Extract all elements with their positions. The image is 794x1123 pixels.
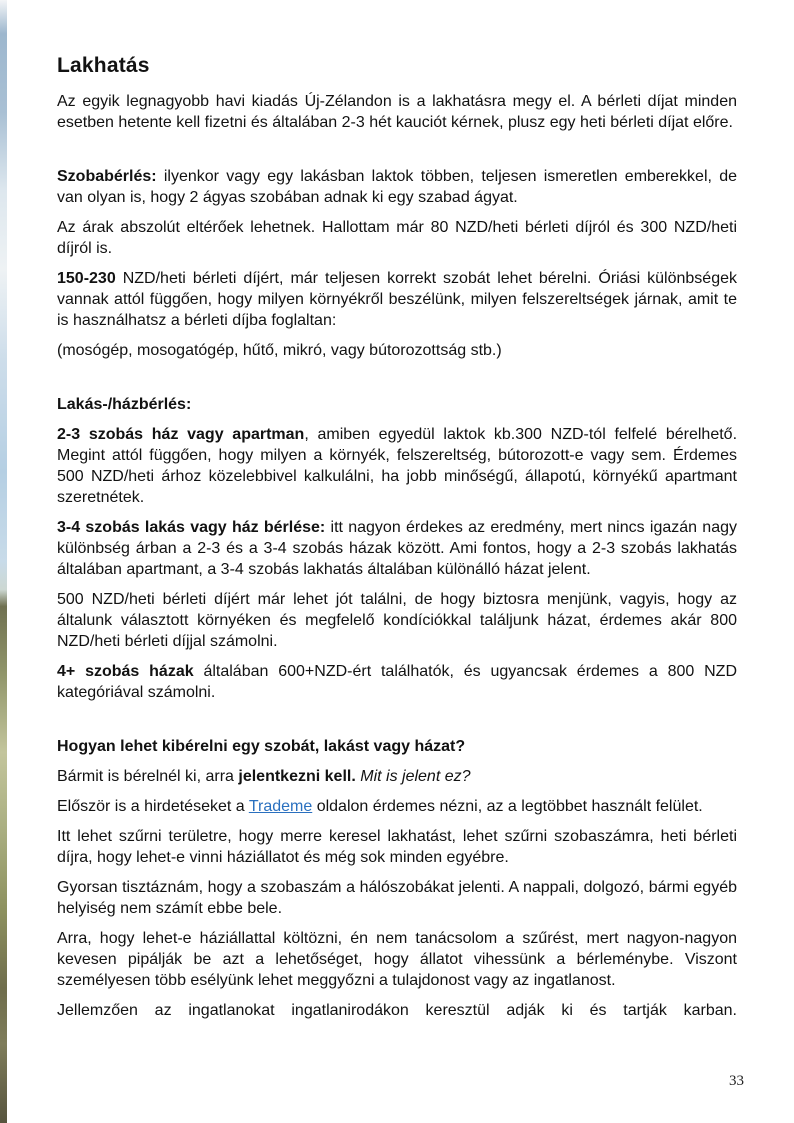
- text-segment: itt nagyon érdekes az eredmény, mert nincs igazán nagy különbség árban a 2-3 és a 3-4 szobás házak között. Ami fontos, hogy a 2-3 szobás lakhatás általában apartmant, a 3-4 szobás lakhatás általában különálló házat jelent.: [57, 519, 737, 578]
- five-hundred-nzd-paragraph: [57, 589, 737, 652]
- pets-paragraph: [57, 928, 737, 991]
- text-segment: jelentkezni kell.: [238, 768, 356, 785]
- section-spacer: [57, 142, 737, 166]
- szobaszam-paragraph: [57, 877, 737, 919]
- barmit-paragraph: [57, 766, 737, 787]
- text-segment: Először is a hirdetéseket a: [57, 798, 249, 815]
- text-segment: , amiben egyedül laktok kb.300 NZD-tól felfelé bérelhető. Megint attól függően, hogy milyen a környék, felszereltség, bútorozott-e vagy sem. Érdemes 500 NZD/heti árhoz közelebbivel kalkulálni, ha jobb minőségű, állapotú, környékű apartmant szeretnétek.: [57, 426, 738, 506]
- text-segment: 4+ szobás házak: [57, 663, 194, 680]
- section-spacer: [57, 712, 737, 736]
- text-segment: Bármit is bérelnél ki, arra: [57, 768, 239, 785]
- filter-paragraph: [57, 826, 737, 868]
- text-segment: Itt lehet szűrni területre, hogy merre keresel lakhatást, lehet szűrni szobaszámra, heti bérleti díjra, hogy lehet-e vinni háziállatot és még sok minden egyébre.: [57, 828, 737, 866]
- text-segment: Gyorsan tisztáznám, hogy a szobaszám a hálószobákat jelenti. A nappali, dolgozó, bármi egyéb helyiség nem számít ebbe bele.: [57, 879, 737, 917]
- text-segment: Hogyan lehet kibérelni egy szobát, lakást vagy házat?: [57, 738, 466, 755]
- text-segment: 150-230: [57, 270, 116, 287]
- text-segment: 2-3 szobás ház vagy apartman: [57, 426, 305, 443]
- three-four-room-paragraph: [57, 517, 737, 580]
- price-range-paragraph: [57, 268, 737, 331]
- szobaberles-paragraph: [57, 166, 737, 208]
- trademe-link[interactable]: Trademe: [248, 798, 313, 815]
- section-spacer: [57, 370, 737, 394]
- text-segment: Lakás-/házbérlés:: [57, 396, 192, 413]
- four-plus-room-paragraph: [57, 661, 737, 703]
- document-content: [57, 54, 737, 1030]
- page-title: Lakhatás: [57, 54, 150, 77]
- section-heading-hogyan: [57, 736, 737, 757]
- text-segment: Mit is jelent ez?: [360, 768, 471, 785]
- page-number: 33: [729, 1073, 744, 1089]
- text-segment: oldalon érdemes nézni, az a legtöbbet használt felület.: [312, 798, 703, 815]
- page-edge-image-strip: [0, 0, 7, 1123]
- equipment-paragraph: [57, 340, 737, 361]
- text-segment: 500 NZD/heti bérleti díjért már lehet jót találni, de hogy biztosra menjünk, vagyis, hogy az általunk választott környéken és megfelelő kondíciókkal találjunk házat, érdemes akár 800 NZD/heti bérleti díjjal számolni.: [57, 591, 737, 650]
- text-segment: Az árak abszolút eltérőek lehetnek. Hallottam már 80 NZD/heti bérleti díjról és 300 NZD/heti díjról is.: [57, 219, 737, 257]
- arak-paragraph: [57, 217, 737, 259]
- text-segment: 3-4 szobás lakás vagy ház bérlése:: [57, 519, 326, 536]
- text-segment: Arra, hogy lehet-e háziállattal költözni, én nem tanácsolom a szűrést, mert nagyon-nagyon kevesen pipálják be azt a lehetőséget, hogy állatot vihessünk a bérleménybe. Viszont személyesen több esélyünk lehet meggyőzni a tulajdonost vagy az ingatlanost.: [57, 930, 737, 989]
- text-segment: NZD/heti bérleti díjért, már teljesen korrekt szobát lehet bérelni. Óriási különbségek vannak attól függően, hogy milyen környékről beszélünk, milyen felszereltségek járnak, amit te is használhatsz a bérleti díjba foglaltan:: [57, 270, 737, 329]
- text-segment: Szobabérlés:: [57, 168, 157, 185]
- text-segment: Jellemzően az ingatlanokat ingatlanirodákon keresztül adják ki és tartják karban.: [57, 1002, 737, 1019]
- intro-paragraph: [57, 91, 737, 133]
- agency-paragraph: [57, 1000, 737, 1021]
- text-segment: (mosógép, mosogatógép, hűtő, mikró, vagy bútorozottság stb.): [57, 342, 502, 359]
- section-heading-lakasberles: [57, 394, 737, 415]
- trademe-paragraph: [57, 796, 737, 817]
- two-three-room-paragraph: [57, 424, 737, 508]
- text-segment: Az egyik legnagyobb havi kiadás Új-Zélandon is a lakhatásra megy el. A bérleti díjat minden esetben hetente kell fizetni és általában 2-3 hét kauciót kérnek, plusz egy heti bérleti díjat előre.: [57, 93, 737, 131]
- text-segment: általában 600+NZD-ért találhatók, és ugyancsak érdemes a 800 NZD kategóriával számolni.: [57, 663, 738, 701]
- text-segment: ilyenkor vagy egy lakásban laktok többen, teljesen ismeretlen emberekkel, de van olyan is, hogy 2 ágyas szobában adnak ki egy szabad ágyat.: [57, 168, 737, 206]
